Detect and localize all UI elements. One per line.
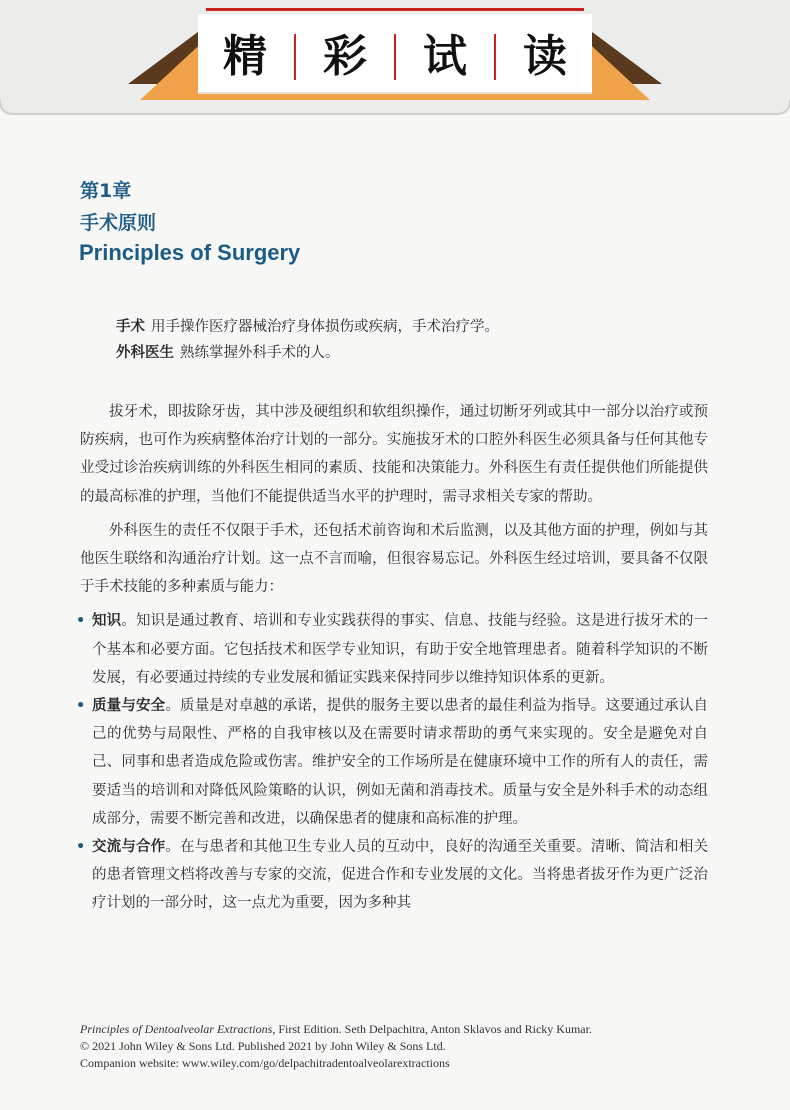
definition-item (116, 340, 756, 366)
paragraph: 外科医生的责任不仅限于手术，还包括术前咨询和术后监测，以及其他方面的护理，例如与其他医生联络和沟通治疗计划。这一点不言而喻，但很容易忘记。外科医生经过培训，要具备不仅限于手术技能的多种素质与能力： (80, 522, 708, 596)
paragraph: 拔牙术，即拔除牙齿，其中涉及硬组织和软组织操作，通过切断牙列或其中一部分以治疗或预防疾病，也可作为疾病整体治疗计划的一部分。实施拔牙术的口腔外科医生必须具备与任何其他专业受过诊治疾病训练的外科医生相同的素质、技能和决策能力。外科医生有责任提供他们所能提供的最高标准的护理，当他们不能提供适当水平的护理时，需寻求相关专家的帮助。 (80, 404, 708, 505)
page-footer (80, 1021, 740, 1072)
bullet-item (76, 607, 708, 692)
footer-website: Companion website: www.wiley.com/go/delpachitradentoalveolarextractions (80, 1056, 450, 1070)
bullet-icon: • (76, 698, 86, 715)
chapter-title-en: Principles of Surgery (79, 240, 301, 265)
body-text (76, 398, 709, 918)
header-banner (0, 0, 790, 128)
bullet-text: 。知识是通过教育、培训和专业实践获得的事实、信息、技能与经验。这是进行拔牙术的一个基本和必要方面。它包括技术和医学专业知识，有助于安全地管理患者。随着科学知识的不断发展，有必要通过持续的专业发展和循证实践来保持同步以维持知识体系的更新。 (92, 613, 708, 686)
banner-char-1: 精 (223, 31, 267, 82)
footer-citation (80, 1021, 740, 1038)
bullet-term: 交流与合作 (92, 839, 166, 856)
banner-char-4: 读 (523, 31, 567, 82)
definitions (116, 314, 756, 366)
footer-book-title: Principles of Dentoalveolar Extractions (80, 1022, 273, 1036)
bullet-term: 知识 (92, 613, 122, 630)
definition-text: 熟练掌握外科手术的人。 (180, 345, 340, 361)
banner-char-3: 试 (423, 31, 467, 82)
bullet-term: 质量与安全 (92, 698, 166, 715)
chapter-title-cn: 手术原则 (80, 212, 157, 234)
bullet-text: 。质量是对卓越的承诺，提供的服务主要以患者的最佳利益为指导。这要通过承认自己的优势与局限性、严格的自我审核以及在需要时请求帮助的勇气来实现的。安全是避免对自己、同事和患者造成危险或伤害。维护安全的工作场所是在健康环境中工作的所有人的责任，需要适当的培训和对降低风险策略的认识，例如无菌和消毒技术。质量与安全是外科手术的动态组成部分，需要不断完善和改进，以确保患者的健康和高标准的护理。 (92, 698, 709, 827)
bullet-icon: • (76, 613, 86, 630)
bullet-icon: • (76, 839, 86, 856)
banner-char-2: 彩 (323, 31, 367, 82)
banner-title (0, 22, 790, 92)
definition-item (116, 314, 756, 340)
bullet-list (76, 607, 709, 917)
bullet-item (76, 833, 709, 918)
footer-book-details: , First Edition. Seth Delpachitra, Anton Sklavos and Ricky Kumar. (272, 1022, 592, 1036)
chapter-number: 第1章 (80, 180, 132, 202)
bullet-text: 。在与患者和其他卫生专业人员的互动中，良好的沟通至关重要。清晰、简洁和相关的患者管理文档将改善与专家的交流，促进合作和专业发展的文化。当将患者拔牙作为更广泛治疗计划的一部分时，这一点尤为重要，因为多种其 (92, 839, 709, 912)
definition-text: 用手操作医疗器械治疗身体损伤或疾病，手术治疗学。 (151, 319, 499, 335)
bullet-item (76, 692, 709, 833)
definition-term: 手术 (116, 319, 145, 335)
definition-term: 外科医生 (116, 345, 174, 361)
footer-copyright: © 2021 John Wiley & Sons Ltd. Published 2021 by John Wiley & Sons Ltd. (80, 1039, 446, 1053)
